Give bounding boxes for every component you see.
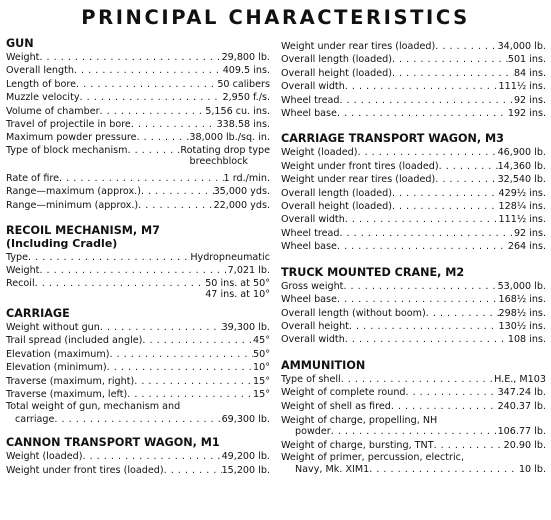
spec-label: Type: [6, 252, 29, 264]
spec-label: carriage: [15, 413, 55, 425]
dot-leader: [343, 280, 497, 293]
spec-row: [281, 146, 546, 159]
spec-label: Wheel base: [281, 108, 337, 120]
spec-row: [6, 91, 270, 104]
spec-value: 264 ins.: [507, 241, 546, 253]
spec-label: Elevation (maximum): [6, 348, 110, 360]
spec-row: [281, 227, 546, 240]
spec-row: [281, 200, 546, 213]
spec-value: 53,000 lb.: [497, 280, 546, 292]
recoil-specs: [6, 251, 270, 301]
spec-row: [6, 278, 270, 290]
spec-label: Weight without gun: [6, 321, 100, 333]
section-heading-carriage: CARRIAGE: [6, 306, 70, 320]
dot-leader: [339, 94, 513, 107]
dot-leader: [349, 320, 499, 333]
dot-leader: [142, 334, 253, 347]
spec-value: 69,300 lb.: [221, 413, 270, 425]
section-subheading-recoil: (Including Cradle): [6, 237, 118, 251]
dot-leader: [141, 185, 214, 198]
spec-label: Maximum powder pressure: [6, 132, 137, 144]
spec-label: Volume of chamber: [6, 105, 100, 117]
dot-leader: [391, 400, 498, 413]
spec-row: [281, 386, 546, 399]
spec-row: [281, 94, 546, 107]
spec-label: Overall length (loaded): [281, 54, 392, 66]
spec-label: Gross weight: [281, 280, 344, 292]
carriage-wagon-specs: [281, 146, 546, 253]
dot-leader: [345, 80, 499, 93]
spec-row: [6, 185, 270, 198]
spec-value: 92 ins.: [513, 94, 546, 106]
spec-label: Weight: [6, 52, 40, 63]
dot-leader: [134, 375, 253, 388]
spec-value: 22,000 yds.: [213, 199, 270, 211]
spec-row: [6, 413, 270, 426]
spec-label: Weight: [6, 265, 40, 277]
spec-row: [281, 333, 546, 346]
dot-leader: [369, 464, 519, 476]
spec-row: [281, 40, 546, 53]
dot-leader: [39, 264, 227, 277]
dot-leader: [127, 145, 180, 157]
cannon-wagon-specs-part1: [6, 450, 270, 477]
spec-row: [281, 426, 546, 438]
spec-value: 111½ ins.: [498, 214, 546, 226]
spec-value: 14,360 lb.: [497, 160, 546, 172]
spec-label: Overall height (loaded): [281, 201, 392, 213]
spec-row: [281, 464, 546, 476]
dot-leader: [164, 464, 222, 477]
dot-leader: [80, 91, 223, 104]
spec-row: [281, 373, 546, 386]
dot-leader: [59, 172, 224, 185]
spec-row: [281, 160, 546, 173]
spec-row: [281, 187, 546, 200]
spec-value: 108 ins.: [507, 334, 546, 346]
spec-value: 50 calibers: [217, 78, 270, 90]
dot-leader: [405, 386, 497, 399]
spec-value: 2,950 f./s.: [222, 92, 270, 104]
dot-leader: [331, 426, 498, 438]
spec-label: Overall width: [281, 214, 345, 226]
dot-leader: [426, 307, 499, 320]
spec-value: 168½ ins.: [498, 294, 546, 306]
spec-row: [6, 51, 270, 64]
spec-label: Type of block mechanism: [6, 144, 128, 156]
spec-row: [6, 105, 270, 118]
section-heading-crane: TRUCK MOUNTED CRANE, M2: [281, 265, 465, 279]
spec-value: 409.5 ins.: [222, 65, 270, 77]
spec-row: [281, 173, 546, 186]
spec-value: 5,156 cu. ins.: [205, 105, 270, 117]
spec-row: [281, 400, 546, 413]
spec-row: [281, 293, 546, 306]
spec-row: [6, 145, 270, 157]
spec-label: Trail spread (included angle): [6, 335, 143, 347]
spec-value: 38,000 lb./sq. in.: [189, 132, 270, 144]
spec-row: [6, 388, 270, 401]
dot-leader: [82, 450, 221, 463]
spec-value: 34,000 lb.: [497, 41, 546, 52]
spec-row: [281, 280, 546, 293]
spec-value: 15°: [252, 375, 270, 387]
spec-value: 128¼ ins.: [498, 201, 546, 213]
dot-leader: [345, 333, 508, 346]
spec-label: Wheel tread: [281, 227, 340, 239]
spec-label: Travel of projectile in bore: [6, 119, 131, 131]
spec-label-multiline: Total weight of gun, mechanism and: [6, 401, 181, 413]
spec-value: 39,300 lb.: [221, 321, 270, 333]
spec-row: [6, 78, 270, 91]
ammunition-specs: [281, 373, 546, 476]
spec-value: 240.37 lb.: [497, 400, 546, 412]
dot-leader: [54, 413, 221, 426]
right-column: [281, 40, 546, 475]
spec-value: 35,000 yds.: [213, 186, 270, 198]
dot-leader: [76, 78, 217, 91]
spec-label: Overall length: [6, 65, 74, 77]
spec-label: Wheel base: [281, 241, 337, 253]
dot-leader: [357, 146, 497, 159]
spec-value: 501 ins.: [507, 54, 546, 66]
spec-value: 15°: [252, 388, 270, 400]
spec-label: Length of bore: [6, 78, 77, 90]
spec-label: Rate of fire: [6, 172, 60, 184]
dot-leader: [100, 105, 206, 118]
spec-label: Overall width: [281, 81, 345, 93]
dot-leader: [392, 53, 508, 66]
dot-leader: [35, 278, 206, 290]
section-heading-cannon-wagon: CANNON TRANSPORT WAGON, M1: [6, 436, 220, 450]
spec-row: [6, 464, 270, 477]
dot-leader: [131, 118, 217, 131]
spec-label: Overall length (without boom): [281, 307, 426, 319]
spec-label: Weight of charge, bursting, TNT: [281, 439, 434, 451]
spec-value: 29,800 lb.: [221, 52, 270, 63]
spec-label: Navy, Mk. XIM1: [295, 463, 370, 475]
spec-value: 10 lb.: [518, 463, 546, 475]
spec-value: 111½ ins.: [498, 81, 546, 93]
dot-leader: [137, 131, 190, 144]
spec-label: Wheel base: [281, 294, 337, 306]
gun-specs: [6, 51, 270, 212]
spec-value: 298½ ins.: [498, 307, 546, 319]
spec-row: [6, 348, 270, 361]
spec-label: Wheel tread: [281, 94, 340, 106]
spec-label: Overall length (loaded): [281, 187, 392, 199]
spec-value: 429½ ins.: [498, 187, 546, 199]
spec-value: 50 ins. at 50°: [205, 277, 270, 289]
spec-value: 130½ ins.: [498, 320, 546, 332]
cannon-wagon-specs-part2: [281, 40, 546, 120]
spec-row: [281, 53, 546, 66]
spec-label: Overall height: [281, 320, 349, 332]
dot-leader: [392, 200, 499, 213]
spec-label-multiline: Weight of primer, percussion, electric,: [281, 452, 464, 464]
spec-value: 46,900 lb.: [497, 147, 546, 159]
spec-label: Weight (loaded): [281, 147, 358, 159]
dot-leader: [100, 321, 222, 334]
spec-row: [281, 107, 546, 120]
spec-value-continuation: breechblock: [189, 156, 248, 168]
spec-value: 50°: [252, 348, 270, 360]
crane-specs: [281, 280, 546, 347]
spec-label: Range—minimum (approx.): [6, 199, 139, 211]
spec-row: [6, 251, 270, 264]
dot-leader: [337, 293, 499, 306]
spec-label: Weight under front tires (loaded): [6, 464, 164, 476]
dot-leader: [337, 107, 508, 120]
spec-label: Weight of shell as fired: [281, 400, 391, 412]
spec-label: powder: [295, 426, 331, 438]
dot-leader: [435, 40, 497, 53]
dot-leader: [439, 160, 498, 173]
spec-label-multiline: Weight of charge, propelling, NH: [281, 414, 438, 426]
dot-leader: [341, 373, 494, 386]
dot-leader: [74, 64, 223, 77]
spec-value: 106.77 lb.: [497, 426, 546, 438]
spec-row: [281, 240, 546, 253]
section-heading-ammunition: AMMUNITION: [281, 358, 366, 372]
spec-label: Type of shell: [281, 373, 341, 385]
spec-label: Weight (loaded): [6, 451, 83, 463]
dot-leader: [392, 67, 514, 80]
spec-row: [6, 199, 270, 212]
spec-row: [6, 334, 270, 347]
section-heading-carriage-wagon: CARRIAGE TRANSPORT WAGON, M3: [281, 132, 504, 146]
left-column: [6, 37, 270, 477]
spec-row: [281, 80, 546, 93]
spec-row: [6, 375, 270, 388]
spec-value: 1 rd./min.: [223, 172, 270, 184]
spec-value: 15,200 lb.: [221, 464, 270, 476]
section-heading-gun: GUN: [6, 37, 34, 50]
spec-row: [6, 131, 270, 144]
spec-value: 49,200 lb.: [221, 451, 270, 463]
spec-label: Recoil: [6, 277, 35, 289]
spec-label: Weight of complete round: [281, 387, 406, 399]
spec-value: 45°: [252, 335, 270, 347]
spec-row: [281, 320, 546, 333]
spec-row: [281, 439, 546, 452]
section-heading-recoil: RECOIL MECHANISM, M7: [6, 224, 160, 238]
spec-label: Weight under rear tires (loaded): [281, 174, 436, 186]
dot-leader: [39, 51, 221, 64]
spec-value: 32,540 lb.: [497, 174, 546, 186]
spec-row: [6, 172, 270, 185]
spec-value-continuation: 47 ins. at 10°: [205, 289, 270, 301]
spec-row: [6, 450, 270, 463]
dot-leader: [28, 251, 190, 264]
spec-label: Weight under front tires (loaded): [281, 160, 439, 172]
spec-row: [6, 64, 270, 77]
spec-label: Range—maximum (approx.): [6, 186, 141, 198]
dot-leader: [337, 240, 508, 253]
page-title: PRINCIPAL CHARACTERISTICS: [81, 6, 470, 29]
dot-leader: [127, 388, 253, 401]
dot-leader: [107, 361, 253, 374]
spec-value: 10°: [252, 362, 270, 374]
spec-row: [281, 67, 546, 80]
spec-value: Rotating drop type: [180, 144, 270, 156]
dot-leader: [435, 173, 497, 186]
spec-row: [6, 321, 270, 334]
spec-label: Weight under rear tires (loaded): [281, 41, 436, 52]
spec-value: 338.58 ins.: [216, 119, 270, 131]
dot-leader: [434, 439, 504, 452]
spec-value: 347.24 lb.: [497, 387, 546, 399]
spec-value: 92 ins.: [513, 227, 546, 239]
spec-row: [281, 213, 546, 226]
spec-value: 192 ins.: [507, 108, 546, 120]
spec-row: [6, 264, 270, 277]
spec-row: [6, 118, 270, 131]
dot-leader: [339, 227, 513, 240]
dot-leader: [109, 348, 253, 361]
dot-leader: [345, 213, 499, 226]
spec-value: 20.90 lb.: [503, 439, 546, 451]
spec-value: 7,021 lb.: [227, 265, 270, 277]
dot-leader: [392, 187, 499, 200]
spec-label: Overall height (loaded): [281, 67, 392, 79]
spec-row: [6, 361, 270, 374]
dot-leader: [138, 199, 213, 212]
spec-label: Muzzle velocity: [6, 92, 80, 104]
spec-label: Overall width: [281, 334, 345, 346]
spec-value: H.E., M103: [494, 373, 546, 385]
spec-label: Traverse (maximum, left): [6, 388, 128, 400]
carriage-specs: [6, 321, 270, 426]
spec-label: Traverse (maximum, right): [6, 375, 135, 387]
spec-label: Elevation (minimum): [6, 362, 107, 374]
spec-row: [281, 307, 546, 320]
spec-value: 84 ins.: [513, 67, 546, 79]
spec-value: Hydropneumatic: [190, 252, 270, 264]
